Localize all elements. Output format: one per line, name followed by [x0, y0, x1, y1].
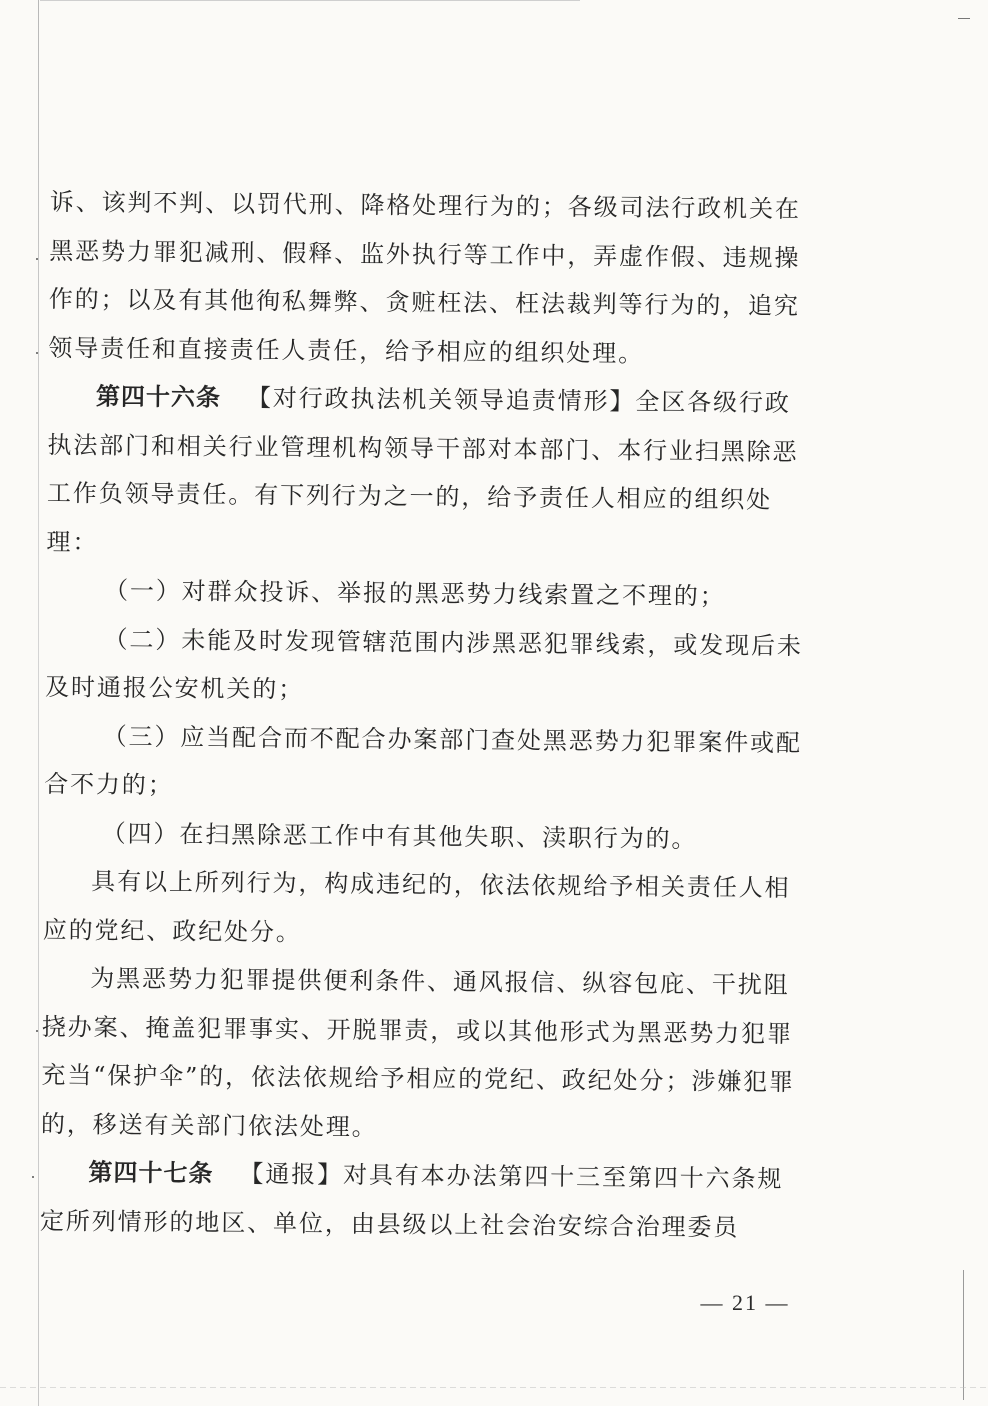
- scan-dot: [36, 258, 38, 260]
- scan-dot: [32, 1176, 34, 1178]
- paragraph-text: 为黑恶势力犯罪提供便利条件、通风报信、纵容包庇、干扰阻挠办案、掩盖犯罪事实、开脱罪责，或以其他形式为黑恶势力犯罪充当“保护伞”的，依法依规给予相应的党纪、政纪处分；涉嫌犯罪的，移送有关部门依法处理。: [40, 964, 796, 1141]
- scan-dot: [36, 1030, 38, 1032]
- scan-edge-left: [38, 0, 39, 1406]
- paragraph-text: 【通报】对具有本办法第四十三至第四十六条规定所列情形的地区、单位，由县级以上社会治安综合治理委员: [39, 1159, 784, 1242]
- paragraph-text: 具有以上所列行为，构成违纪的，依法依规给予相关责任人相应的党纪、政纪处分。: [42, 867, 791, 946]
- article-46: [46, 372, 816, 573]
- paragraph-text: 诉、该判不判、以罚代刑、降格处理行为的；各级司法行政机关在黑恶势力罪犯减刑、假释、监外执行等工作中，弄虚作假、违规操作的；以及有其他徇私舞弊、贪赃枉法、枉法裁判等行为的，追究领导责任和直接责任人责任，给予相应的组织处理。: [48, 187, 801, 368]
- scan-edge-top: [40, 0, 580, 1]
- article-label: 第四十六条: [95, 382, 222, 412]
- page-number: — 21 —: [700, 1290, 790, 1315]
- paragraph-text: （三）应当配合而不配合办案部门查处黑恶势力犯罪案件或配合不力的；: [44, 722, 803, 800]
- scan-edge-right: [963, 1270, 964, 1400]
- scan-edge-bottom: [0, 1387, 988, 1388]
- list-item-3: [44, 711, 813, 815]
- paragraph-text: （一）对群众投诉、举报的黑恶势力线索置之不理的；: [103, 576, 726, 611]
- paragraph-protective-umbrella: [41, 954, 811, 1155]
- paragraph-penalty: [43, 857, 812, 961]
- paragraph-text: （四）在扫黑除恶工作中有其他失职、渎职行为的。: [101, 819, 698, 853]
- article-47: [40, 1148, 809, 1252]
- paragraph-text: 【对行政执法机关领导追责情形】全区各级行政执法部门和相关行业管理机构领导干部对本部门、本行业扫黑除恶工作负领导责任。有下列行为之一的，给予责任人相应的组织处理：: [46, 383, 799, 556]
- paragraph-continuation: [48, 178, 818, 379]
- scan-mark: [958, 18, 970, 19]
- article-label: 第四十七条: [88, 1158, 214, 1188]
- scan-dot: [36, 352, 38, 354]
- list-item-1: [46, 566, 814, 622]
- list-item-2: [45, 614, 814, 718]
- paragraph-text: （二）未能及时发现管辖范围内涉黑恶犯罪线索，或发现后未及时通报公安机关的；: [44, 625, 803, 704]
- list-item-4: [43, 808, 811, 864]
- body-text: [40, 178, 818, 1252]
